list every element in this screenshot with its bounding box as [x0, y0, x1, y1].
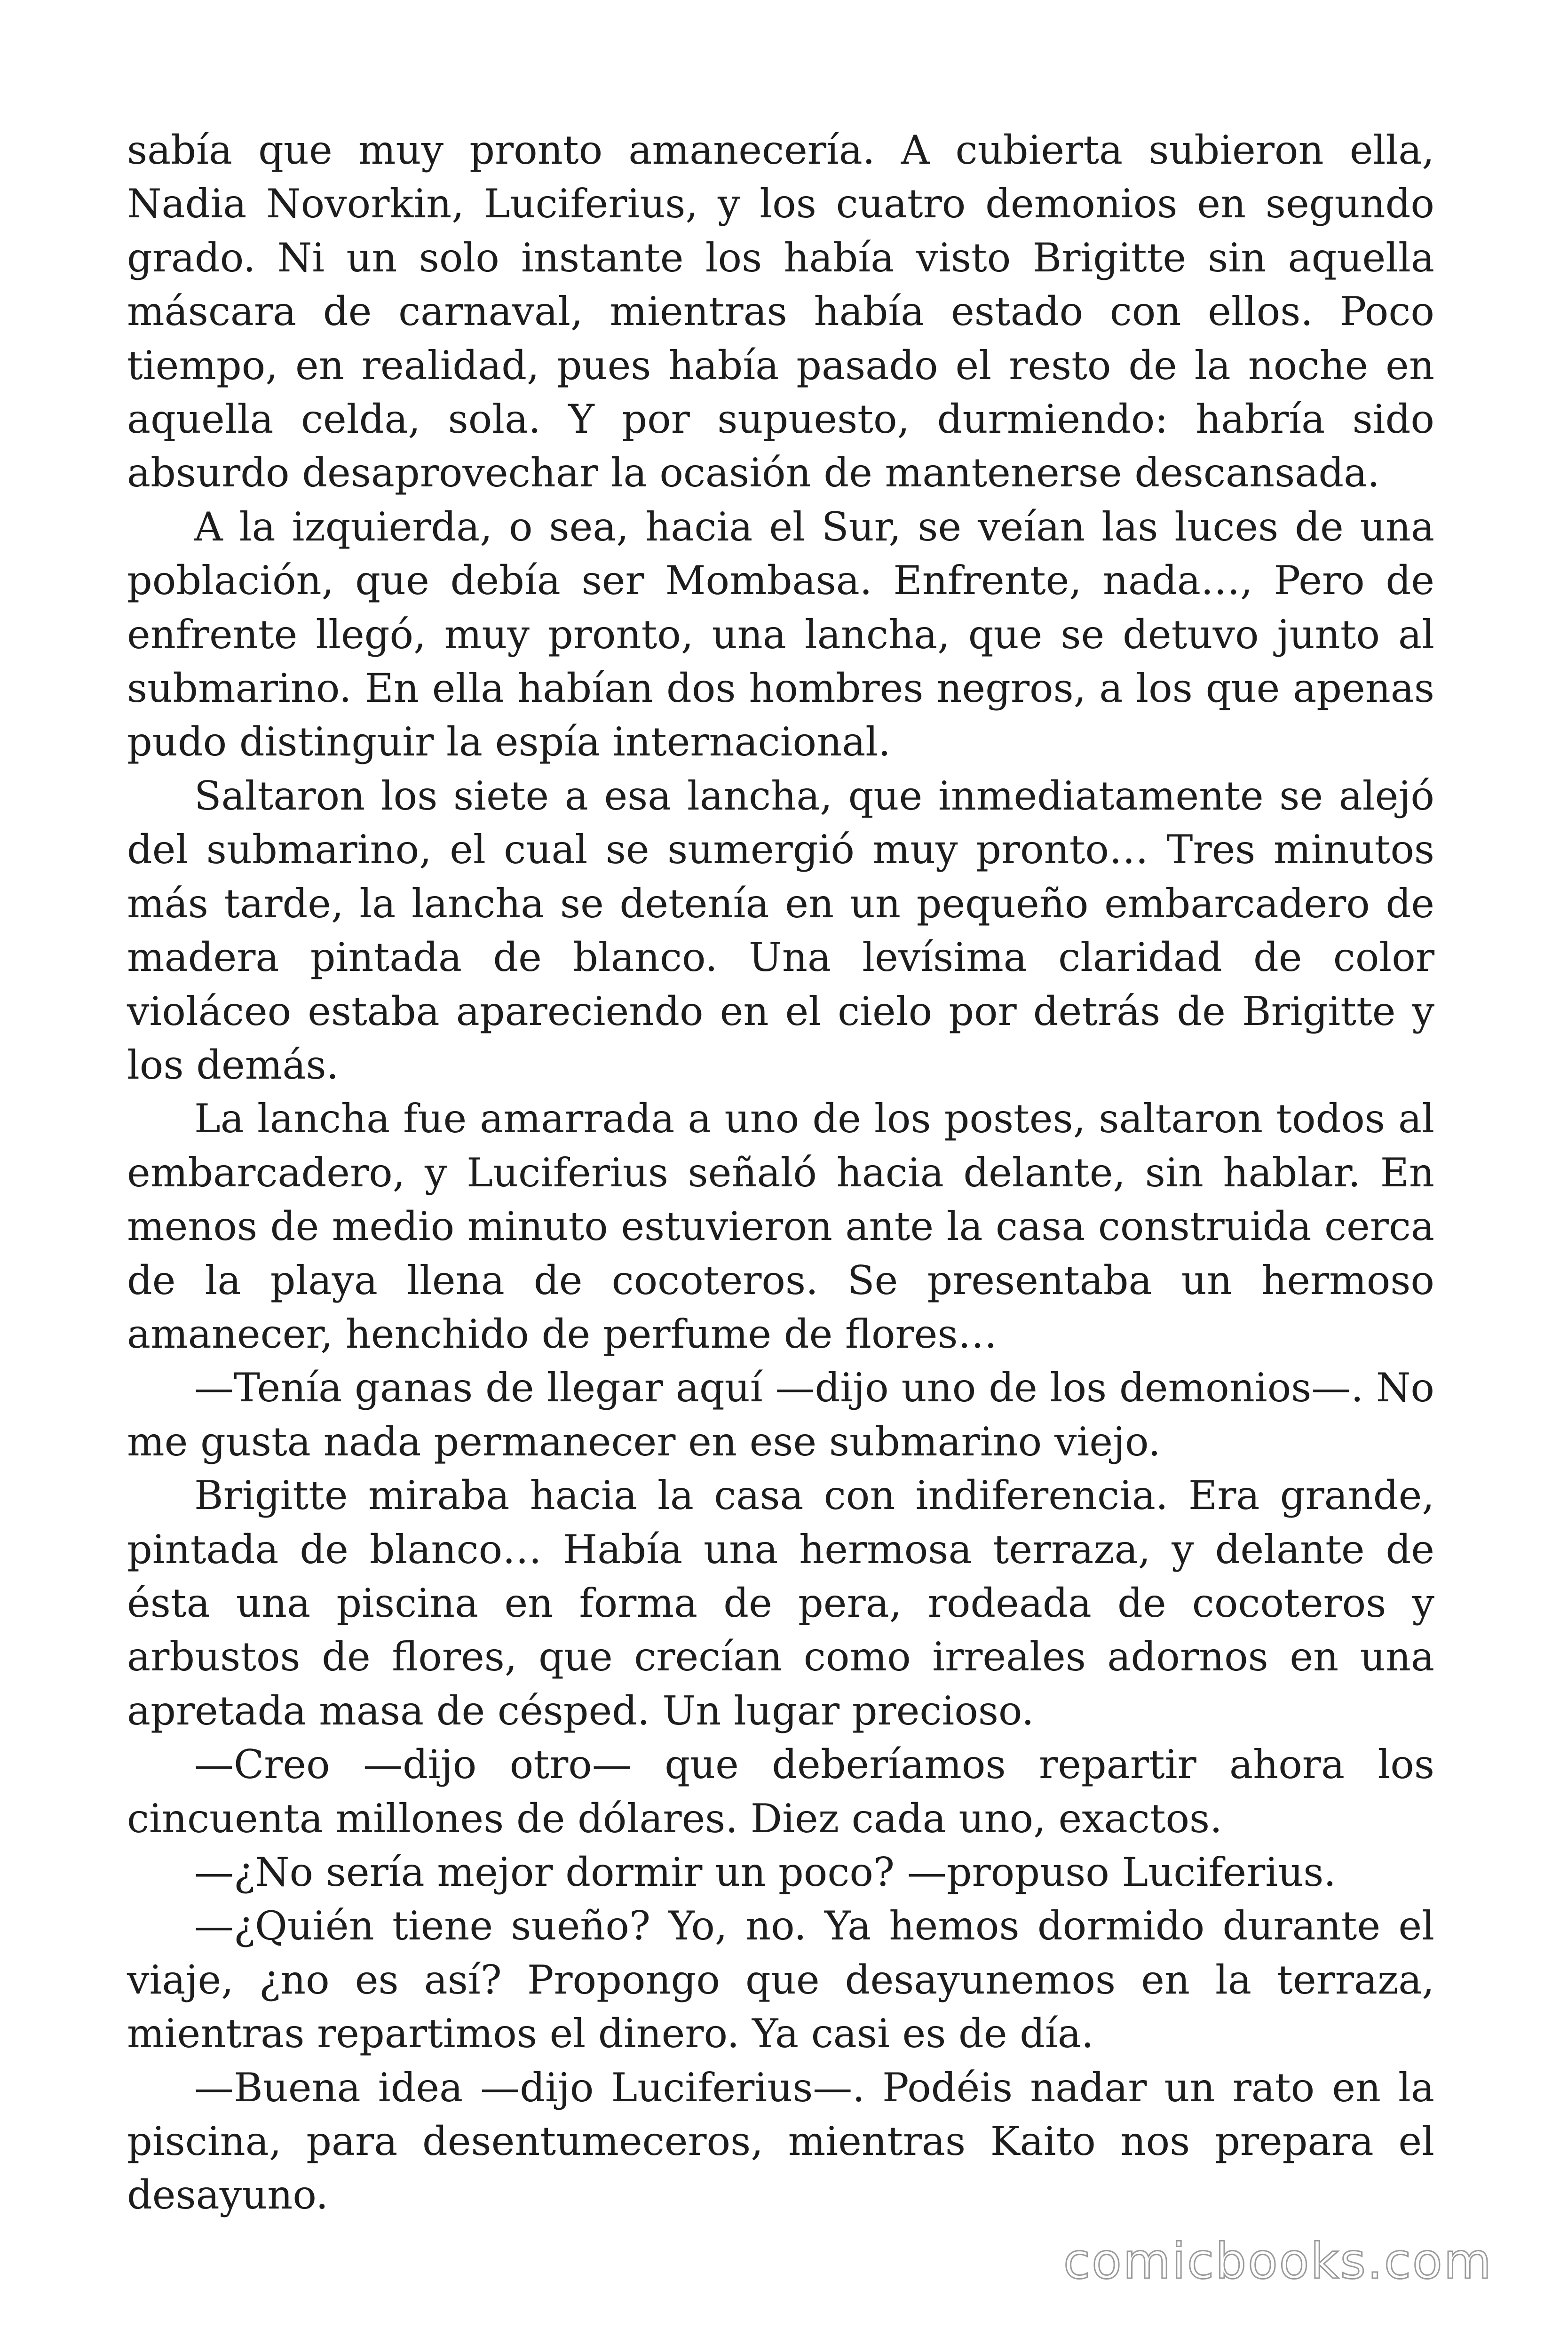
- paragraph-8-dialogue: —¿No sería mejor dormir un poco? —propuso Luciferius.: [194, 1849, 1337, 1895]
- paragraph-10-dialogue: —Buena idea —dijo Luciferius—. Podéis nadar un rato en la piscina, para desentumeceros, mientras Kaito nos prepara el desayuno.: [127, 2064, 1434, 2218]
- paragraph-9-dialogue: —¿Quién tiene sueño? Yo, no. Ya hemos dormido durante el viaje, ¿no es así? Propongo que desayunemos en la terraza, mientras repartimos el dinero. Ya casi es de día.: [127, 1903, 1434, 2057]
- paragraph-2: A la izquierda, o sea, hacia el Sur, se veían las luces de una población, que debía ser Mombasa. Enfrente, nada…, Pero de enfrente llegó, muy pronto, una lancha, que se detuvo junto al submarino. En ella habían dos hombres negros, a los que apenas pudo distinguir la espía internacional.: [127, 503, 1434, 765]
- paragraph-5-dialogue: —Tenía ganas de llegar aquí —dijo uno de los demonios—. No me gusta nada permanecer en ese submarino viejo.: [127, 1365, 1434, 1465]
- paragraph-6: Brigitte miraba hacia la casa con indiferencia. Era grande, pintada de blanco… Había una hermosa terraza, y delante de ésta una piscina en forma de pera, rodeada de cocoteros y arbustos de flores, que crecían como irreales adornos en una apretada masa de césped. Un lugar precioso.: [127, 1472, 1434, 1734]
- paragraph-7-dialogue: —Creo —dijo otro— que deberíamos repartir ahora los cincuenta millones de dólares. Diez cada uno, exactos.: [127, 1741, 1434, 1842]
- paragraph-3: Saltaron los siete a esa lancha, que inmediatamente se alejó del submarino, el cual se sumergió muy pronto… Tres minutos más tarde, la lancha se detenía en un pequeño embarcadero de madera pintada de blanco. Una levísima claridad de color violáceo estaba apareciendo en el cielo por detrás de Brigitte y los demás.: [127, 772, 1434, 1088]
- watermark-logo: comicbooks.com: [1063, 2233, 1493, 2290]
- book-page-text: [127, 123, 1434, 2222]
- paragraph-4: La lancha fue amarrada a uno de los postes, saltaron todos al embarcadero, y Luciferius señaló hacia delante, sin hablar. En menos de medio minuto estuvieron ante la casa construida cerca de la playa llena de cocoteros. Se presentaba un hermoso amanecer, henchido de perfume de flores…: [127, 1096, 1434, 1357]
- paragraph-1: sabía que muy pronto amanecería. A cubierta subieron ella, Nadia Novorkin, Luciferius, y los cuatro demonios en segundo grado. Ni un solo instante los había visto Brigitte sin aquella máscara de carnaval, mientras había estado con ellos. Poco tiempo, en realidad, pues había pasado el resto de la noche en aquella celda, sola. Y por supuesto, durmiendo: habría sido absurdo desaprovechar la ocasión de mantenerse descansada.: [127, 127, 1434, 496]
